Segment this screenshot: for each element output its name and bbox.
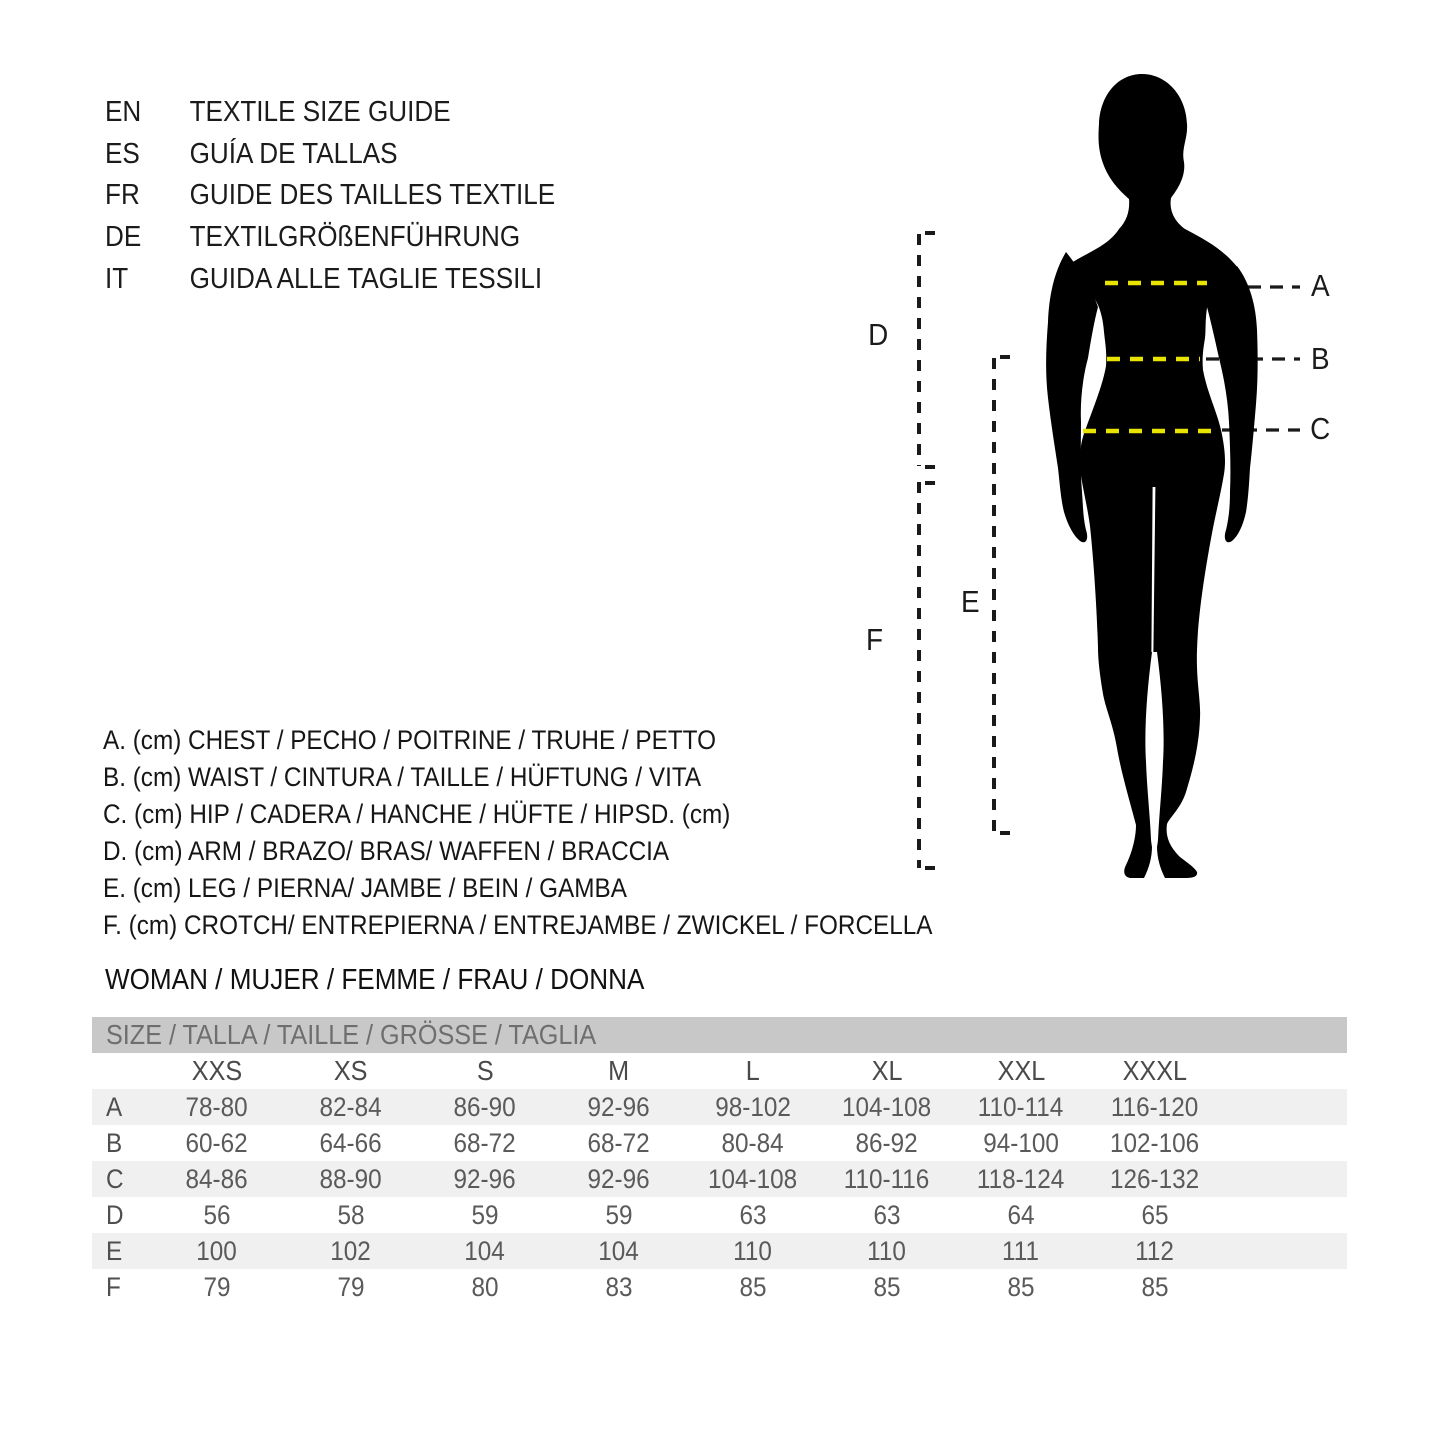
row-label: D [106, 1199, 124, 1230]
size-col-xs: XS [334, 1055, 368, 1086]
lang-code: DE [105, 221, 142, 254]
row-label: E [106, 1235, 123, 1266]
marker-label-arm: D [867, 317, 889, 352]
row-label: C [106, 1163, 124, 1194]
size-col-xxxl: XXXL [1122, 1055, 1188, 1086]
lang-code: ES [105, 137, 140, 170]
marker-label-waist: B [1310, 341, 1330, 376]
legend-line-arm: D. (cm) ARM / BRAZO/ BRAS/ WAFFEN / BRACCIA [103, 836, 670, 866]
lang-title: GUÍA DE TALLAS [189, 137, 398, 170]
table-row-hip: C 84-86 88-90 92-96 92-96 104-108 110-116 118-124 126-132 [92, 1161, 1347, 1197]
size-col-m: M [608, 1055, 630, 1086]
table-row-waist: B 60-62 64-66 68-72 68-72 80-84 86-92 94-100 102-106 [92, 1125, 1347, 1161]
size-table-title: SIZE / TALLA / TAILLE / GRÖSSE / TAGLIA [106, 1019, 597, 1050]
legend-line-leg: E. (cm) LEG / PIERNA/ JAMBE / BEIN / GAMBA [103, 873, 627, 903]
size-col-l: L [745, 1055, 761, 1086]
lang-code: FR [105, 179, 140, 212]
marker-label-chest: A [1310, 268, 1330, 303]
size-col-s: S [476, 1055, 494, 1086]
legend-line-hip: C. (cm) HIP / CADERA / HANCHE / HÜFTE / HIPSD. (cm) [103, 799, 731, 829]
legend-line-chest: A. (cm) CHEST / PECHO / POITRINE / TRUHE / PETTO [103, 725, 716, 755]
marker-label-hip: C [1309, 411, 1331, 446]
lang-title: GUIDE DES TAILLES TEXTILE [189, 179, 556, 212]
row-label: A [106, 1091, 123, 1122]
marker-label-leg: E [960, 584, 980, 619]
size-columns-row [92, 1053, 1347, 1089]
lang-title: TEXTILE SIZE GUIDE [189, 96, 451, 128]
size-col-xxs: XXS [191, 1055, 243, 1086]
legend-line-waist: B. (cm) WAIST / CINTURA / TAILLE / HÜFTUNG / VITA [103, 762, 702, 792]
size-table-title-bar [92, 1017, 1347, 1053]
marker-label-crotch: F [865, 622, 883, 657]
size-table-section [92, 1017, 1347, 1305]
size-col-xl: XL [871, 1055, 903, 1086]
table-row-leg: E 100 102 104 104 110 110 111 112 [92, 1233, 1347, 1269]
gender-heading: WOMAN / MUJER / FEMME / FRAU / DONNA [105, 964, 645, 996]
row-label: F [106, 1271, 121, 1302]
lang-code: IT [105, 262, 129, 295]
size-col-xxl: XXL [997, 1055, 1045, 1086]
row-label: B [106, 1127, 123, 1158]
table-row-arm: D 56 58 59 59 63 63 64 65 [92, 1197, 1347, 1233]
lang-code: EN [105, 96, 142, 128]
legend-line-crotch: F. (cm) CROTCH/ ENTREPIERNA / ENTREJAMBE / ZWICKEL / FORCELLA [103, 910, 933, 940]
lang-title: GUIDA ALLE TAGLIE TESSILI [189, 262, 543, 295]
table-row-crotch: F 79 79 80 83 85 85 85 85 [92, 1269, 1347, 1305]
table-row-chest: A 78-80 82-84 86-90 92-96 98-102 104-108 110-114 116-120 [92, 1089, 1347, 1125]
lang-title: TEXTILGRÖßENFÜHRUNG [189, 221, 521, 254]
measurement-legend [103, 722, 1025, 944]
size-table [92, 1053, 1347, 1305]
